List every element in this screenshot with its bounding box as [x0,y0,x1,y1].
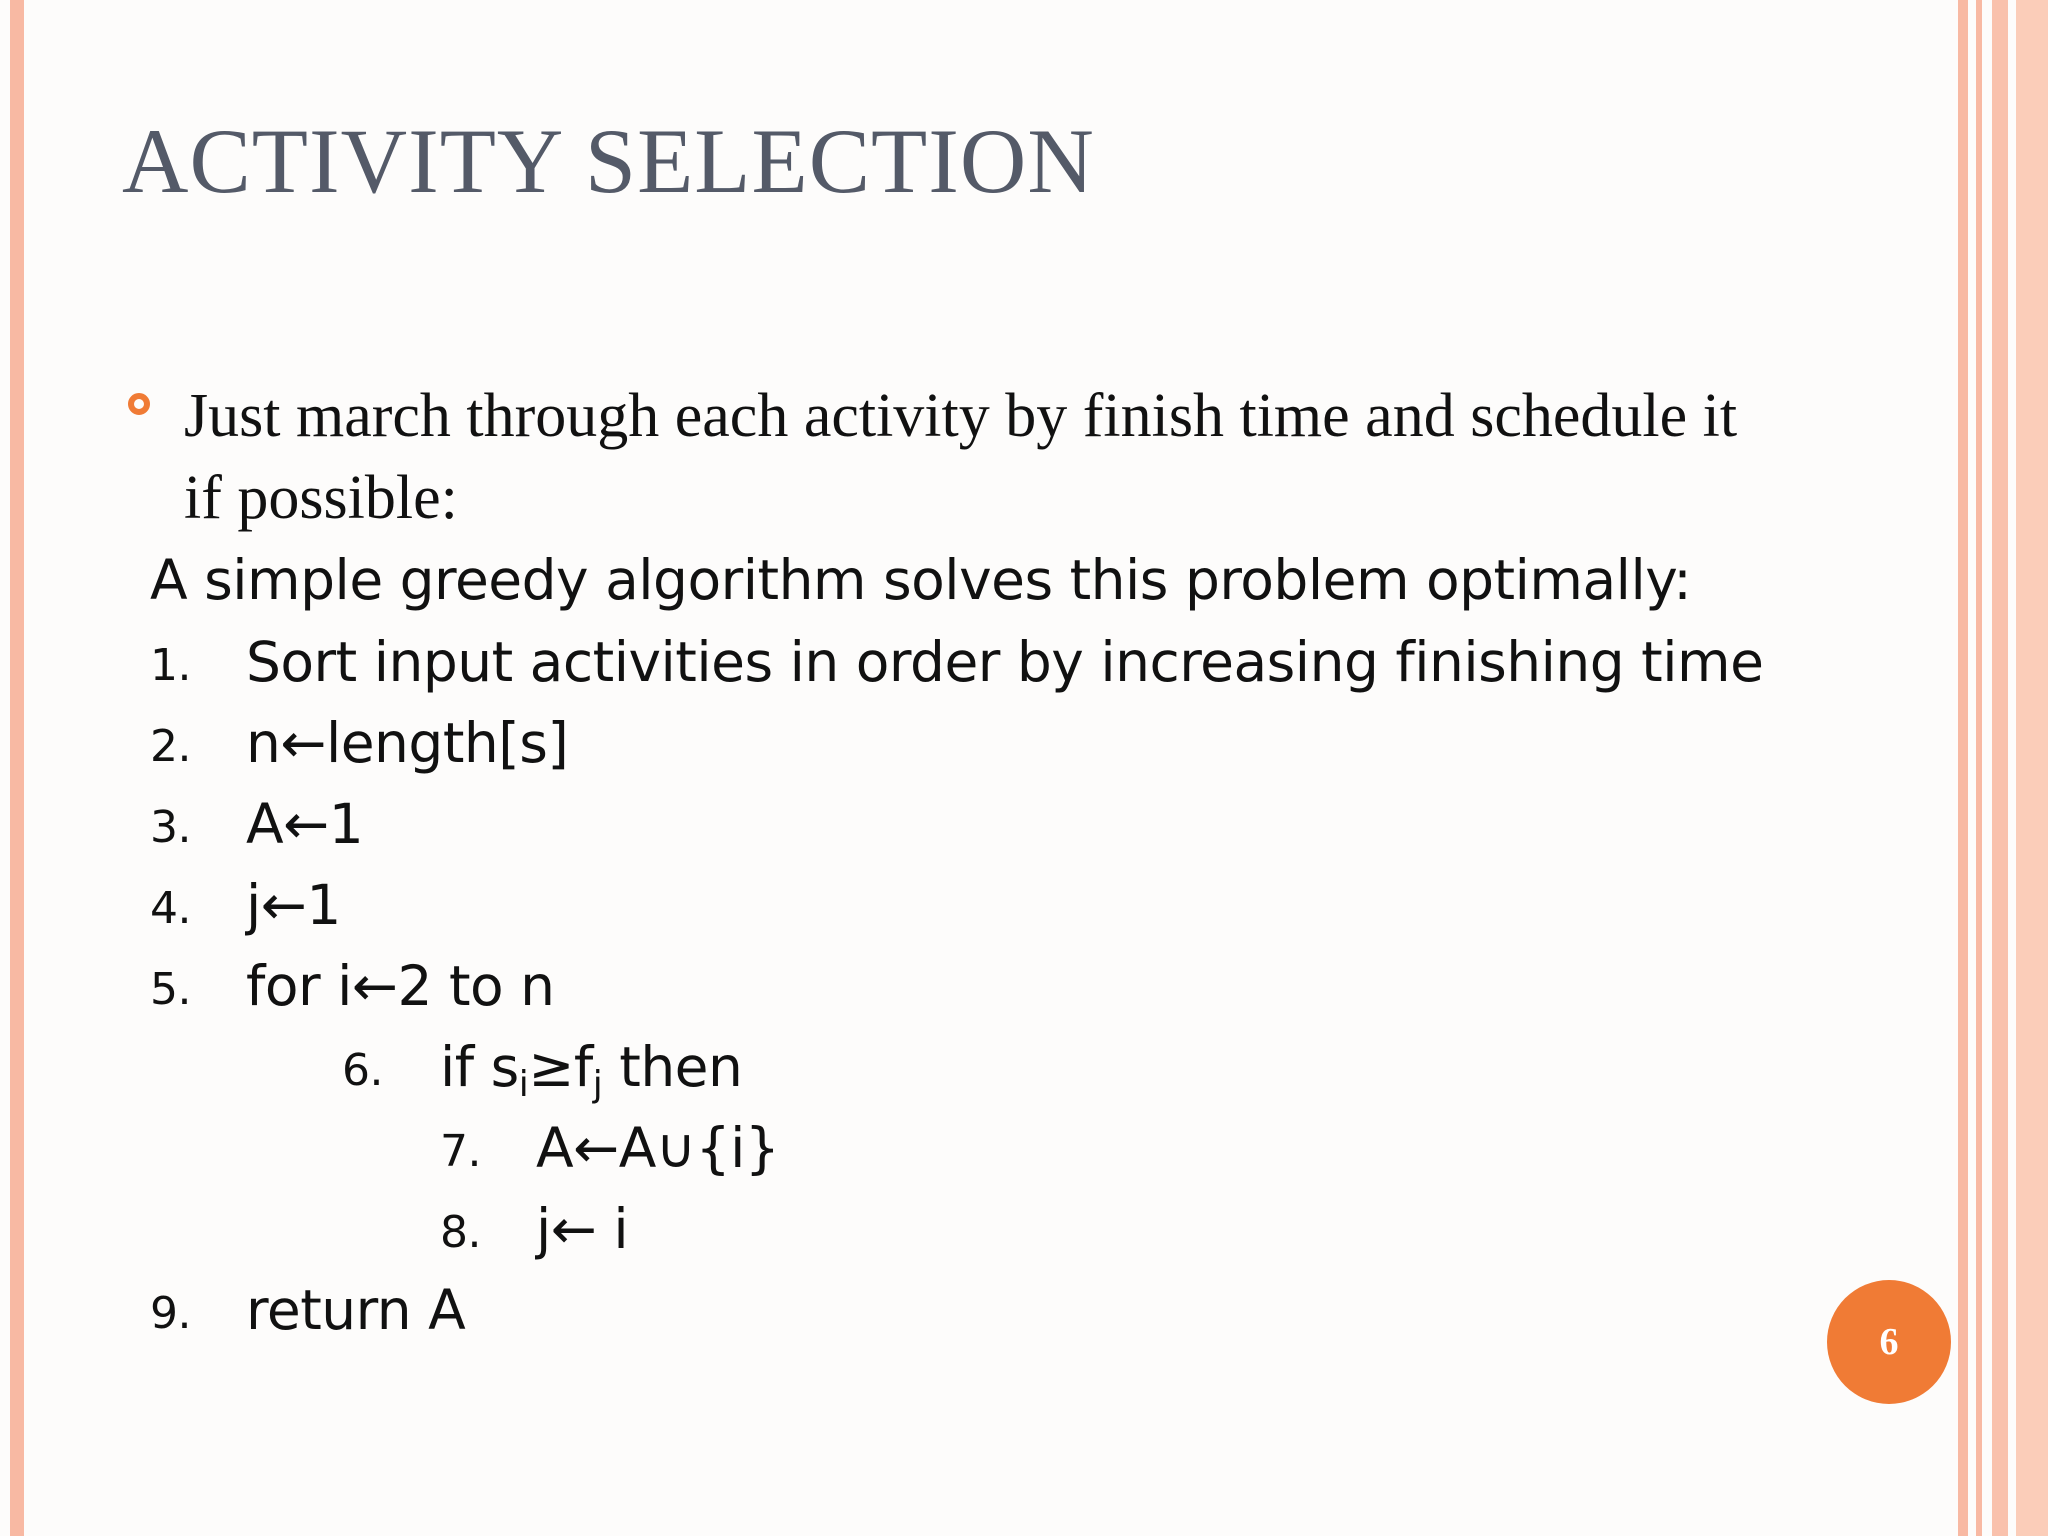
step-number: 4. [150,883,191,934]
page-number-badge: 6 [1827,1280,1951,1404]
step-number: 8. [440,1207,481,1258]
step-text: A←A∪{i} [536,1116,780,1180]
step-number: 5. [150,964,191,1015]
slide-title: ACTIVITY SELECTION [122,110,1095,212]
step-text: j←1 [246,873,341,937]
step-text: n←length[s] [246,711,569,775]
step-text: if $s_i\ge f_j$ then [440,1035,743,1105]
step-text: A←1 [246,792,364,856]
step-number: 1. [150,640,191,691]
step-text: for i←2 to n [246,954,555,1018]
right-border-stripe-3 [1992,0,2008,1536]
step-number: 2. [150,721,191,772]
step-text: j← i [536,1197,629,1261]
right-border-stripe-1 [1958,0,1968,1536]
algorithm-intro: A simple greedy algorithm solves this problem optimally: [150,548,1692,612]
step-text: return A [246,1278,466,1342]
step-text: Sort input activities in order by increasing finishing time [246,630,1764,694]
step-number: 9. [150,1288,191,1339]
right-border-stripe-2 [1976,0,1982,1536]
bullet-circle-icon [128,393,150,415]
right-border-stripe-4 [2016,0,2048,1536]
left-border-decoration [10,0,24,1536]
step-number: 6. [342,1045,383,1096]
bullet-text: Just march through each activity by finish time and schedule it if possible: [184,382,1738,532]
step-number: 7. [440,1126,481,1177]
step-number: 3. [150,802,191,853]
